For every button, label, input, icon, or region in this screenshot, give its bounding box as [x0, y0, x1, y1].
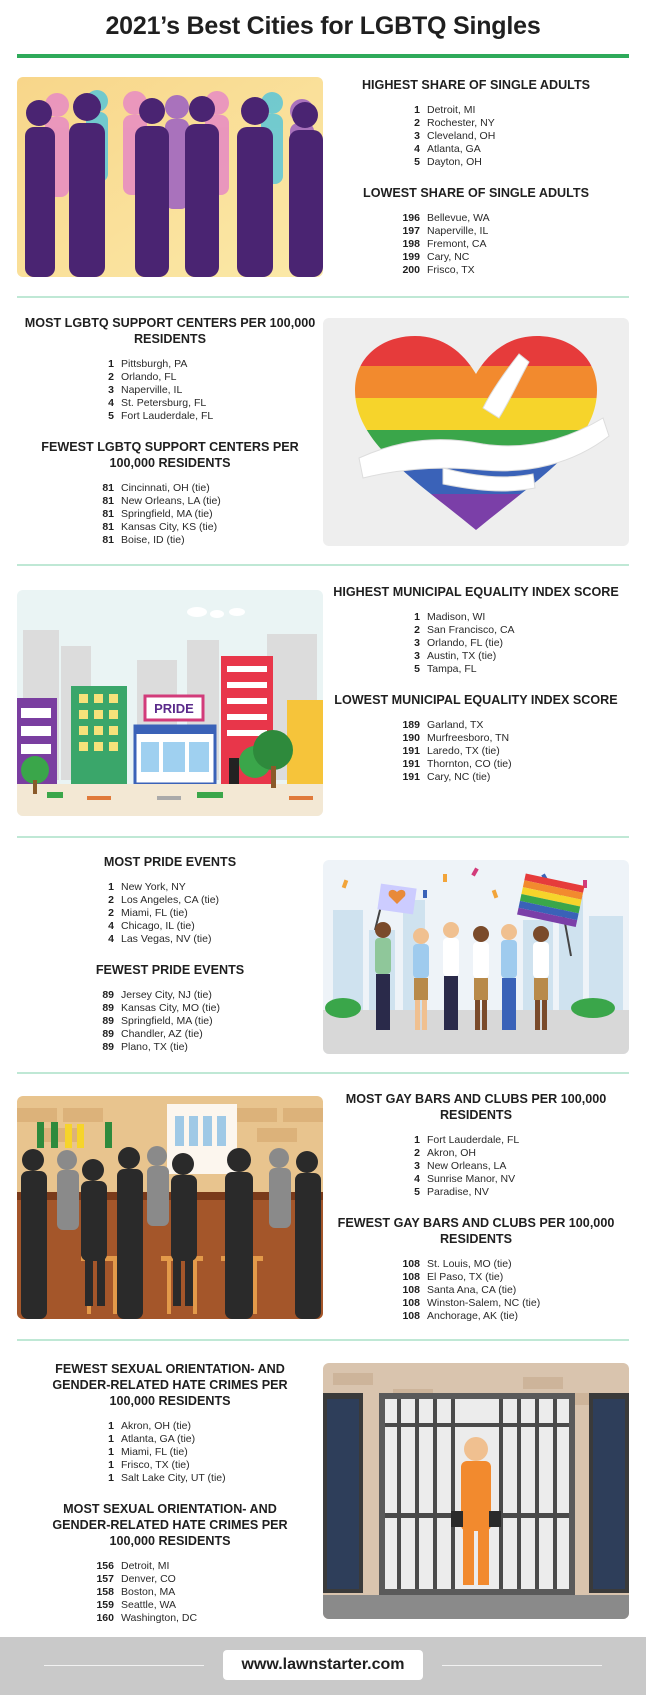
city: Atlanta, GA	[427, 143, 481, 155]
list-item	[17, 907, 323, 920]
ranking-list	[323, 104, 629, 169]
list-item	[17, 1433, 323, 1446]
list-item	[17, 521, 323, 534]
city: Austin, TX (tie)	[427, 650, 497, 662]
rank: 4	[414, 143, 420, 155]
rank: 1	[108, 1433, 114, 1445]
city: Murfreesboro, TN	[427, 732, 510, 744]
rank: 1	[108, 1459, 114, 1471]
rank: 3	[108, 384, 114, 396]
rank: 158	[96, 1586, 114, 1598]
list-item	[17, 384, 323, 397]
list-item	[17, 534, 323, 547]
city: New Orleans, LA	[427, 1160, 507, 1172]
city: Sunrise Manor, NV	[427, 1173, 516, 1185]
section-divider	[17, 836, 629, 838]
rank: 2	[414, 1147, 420, 1159]
ranking-list	[17, 358, 323, 423]
list-item	[17, 495, 323, 508]
list-item	[323, 1173, 629, 1186]
list-heading: MOST SEXUAL ORIENTATION- AND GENDER-RELATED HATE CRIMES PER 100,000 RESIDENTS	[52, 1502, 288, 1548]
rank: 2	[414, 624, 420, 636]
list-item	[17, 894, 323, 907]
city: Cincinnati, OH (tie)	[121, 482, 210, 494]
list-item	[17, 1028, 323, 1041]
list-item	[323, 264, 629, 277]
footer	[0, 1637, 646, 1695]
city: Denver, CO	[121, 1573, 176, 1585]
rank: 1	[414, 1134, 420, 1146]
city: Cleveland, OH	[427, 130, 496, 142]
rank: 2	[108, 907, 114, 919]
rank: 199	[402, 251, 420, 263]
rank: 5	[414, 663, 420, 675]
list-item	[17, 482, 323, 495]
section-divider	[17, 564, 629, 566]
city: Chandler, AZ (tie)	[121, 1028, 203, 1040]
rank: 3	[414, 1160, 420, 1172]
city: San Francisco, CA	[427, 624, 515, 636]
section-divider	[17, 1072, 629, 1074]
list-item	[323, 1310, 629, 1323]
city: Akron, OH (tie)	[121, 1420, 192, 1432]
rank: 1	[108, 358, 114, 370]
list-item	[323, 1134, 629, 1147]
city: Orlando, FL	[121, 371, 177, 383]
page-title: 2021’s Best Cities for LGBTQ Singles	[105, 12, 541, 40]
section-equality-index	[323, 584, 629, 800]
city: Dayton, OH	[427, 156, 482, 168]
rank: 4	[108, 933, 114, 945]
list-item	[323, 130, 629, 143]
rank: 4	[108, 920, 114, 932]
city: Thornton, CO (tie)	[427, 758, 512, 770]
rank: 108	[402, 1284, 420, 1296]
rank: 5	[414, 156, 420, 168]
city: Madison, WI	[427, 611, 486, 623]
city-street-pride-illustration	[17, 590, 323, 816]
rank: 3	[414, 130, 420, 142]
list-item	[323, 1284, 629, 1297]
city: New York, NY	[121, 881, 186, 893]
ranking-list	[17, 482, 323, 547]
rank: 1	[108, 1472, 114, 1484]
rank: 89	[102, 1015, 114, 1027]
rank: 3	[414, 637, 420, 649]
city: Washington, DC	[121, 1612, 198, 1624]
section-gay-bars	[323, 1091, 629, 1339]
city: Miami, FL (tie)	[121, 1446, 188, 1458]
city: Cary, NC (tie)	[427, 771, 491, 783]
list-item	[323, 225, 629, 238]
city: Springfield, MA (tie)	[121, 1015, 213, 1027]
list-heading: MOST PRIDE EVENTS	[103, 855, 237, 869]
city: Los Angeles, CA (tie)	[121, 894, 220, 906]
footer-rule-left	[44, 1665, 204, 1666]
rank: 1	[414, 104, 420, 116]
rank: 5	[108, 410, 114, 422]
list-item	[17, 989, 323, 1002]
rank: 108	[402, 1258, 420, 1270]
pride-sign: PRIDE	[154, 701, 194, 716]
list-item	[17, 1420, 323, 1433]
city: Garland, TX	[427, 719, 484, 731]
city: Cary, NC	[427, 251, 470, 263]
list-item	[17, 1599, 323, 1612]
city: Detroit, MI	[427, 104, 476, 116]
city: Winston-Salem, NC (tie)	[427, 1297, 541, 1309]
rank: 191	[402, 758, 420, 770]
list-item	[17, 1560, 323, 1573]
rank: 2	[108, 371, 114, 383]
rank: 81	[102, 508, 114, 520]
city: Boise, ID (tie)	[121, 534, 185, 546]
list-item	[17, 358, 323, 371]
city: Bellevue, WA	[427, 212, 490, 224]
rank: 156	[96, 1560, 114, 1572]
city: Naperville, IL	[121, 384, 183, 396]
list-item	[17, 933, 323, 946]
section-divider	[17, 1339, 629, 1341]
city: Santa Ana, CA (tie)	[427, 1284, 517, 1296]
list-item	[17, 1446, 323, 1459]
rank: 81	[102, 495, 114, 507]
city: Atlanta, GA (tie)	[121, 1433, 196, 1445]
list-item	[17, 1041, 323, 1054]
list-item	[17, 1459, 323, 1472]
list-item	[323, 650, 629, 663]
ranking-list	[323, 1258, 629, 1323]
list-item	[323, 251, 629, 264]
list-item	[323, 719, 629, 732]
city: Pittsburgh, PA	[121, 358, 188, 370]
pride-parade-illustration	[323, 860, 629, 1054]
city: Frisco, TX	[427, 264, 475, 276]
rank: 1	[414, 611, 420, 623]
city: Detroit, MI	[121, 1560, 170, 1572]
rank: 189	[402, 719, 420, 731]
list-heading: MOST LGBTQ SUPPORT CENTERS PER 100,000 RESIDENTS	[24, 316, 316, 346]
rank: 5	[414, 1186, 420, 1198]
city: Boston, MA	[121, 1586, 176, 1598]
list-item	[17, 1015, 323, 1028]
list-item	[323, 663, 629, 676]
rank: 1	[108, 881, 114, 893]
rank: 196	[402, 212, 420, 224]
rank: 81	[102, 521, 114, 533]
city: Rochester, NY	[427, 117, 495, 129]
list-item	[323, 1258, 629, 1271]
list-heading: LOWEST MUNICIPAL EQUALITY INDEX SCORE	[334, 693, 618, 707]
list-item	[323, 117, 629, 130]
ranking-list	[323, 719, 629, 784]
list-item	[323, 212, 629, 225]
rank: 108	[402, 1310, 420, 1322]
city: Kansas City, KS (tie)	[121, 521, 218, 533]
list-item	[323, 1147, 629, 1160]
city: Tampa, FL	[427, 663, 477, 675]
people-silhouettes-illustration	[17, 77, 323, 277]
list-item	[17, 881, 323, 894]
list-item	[323, 637, 629, 650]
rank: 4	[108, 397, 114, 409]
rank: 108	[402, 1271, 420, 1283]
ranking-list	[323, 1134, 629, 1199]
rank: 2	[108, 894, 114, 906]
list-item	[17, 371, 323, 384]
city: Jersey City, NJ (tie)	[121, 989, 212, 1001]
rank: 191	[402, 771, 420, 783]
ranking-list	[323, 611, 629, 676]
list-item	[17, 1472, 323, 1485]
city: Orlando, FL (tie)	[427, 637, 504, 649]
city: Laredo, TX (tie)	[427, 745, 500, 757]
city: Plano, TX (tie)	[121, 1041, 188, 1053]
list-item	[323, 238, 629, 251]
city: New Orleans, LA (tie)	[121, 495, 221, 507]
rank: 159	[96, 1599, 114, 1611]
rank: 191	[402, 745, 420, 757]
city: Akron, OH	[427, 1147, 477, 1159]
rank: 81	[102, 534, 114, 546]
rank: 108	[402, 1297, 420, 1309]
rank: 197	[402, 225, 420, 237]
rank: 89	[102, 1028, 114, 1040]
list-item	[323, 156, 629, 169]
rank: 89	[102, 1041, 114, 1053]
city: Salt Lake City, UT (tie)	[121, 1472, 226, 1484]
rank: 89	[102, 1002, 114, 1014]
list-heading: FEWEST LGBTQ SUPPORT CENTERS PER 100,000 RESIDENTS	[41, 440, 299, 470]
bar-crowd-silhouettes-illustration	[17, 1096, 323, 1319]
footer-rule-right	[442, 1665, 602, 1666]
rank: 1	[108, 1420, 114, 1432]
list-item	[323, 104, 629, 117]
list-item	[323, 758, 629, 771]
list-item	[323, 732, 629, 745]
list-item	[323, 611, 629, 624]
city: St. Petersburg, FL	[121, 397, 207, 409]
prisoner-in-jail-illustration	[323, 1363, 629, 1619]
list-heading: FEWEST SEXUAL ORIENTATION- AND GENDER-RELATED HATE CRIMES PER 100,000 RESIDENTS	[52, 1362, 288, 1408]
list-item	[323, 771, 629, 784]
list-heading: HIGHEST MUNICIPAL EQUALITY INDEX SCORE	[333, 585, 619, 599]
section-pride-events	[17, 854, 323, 1070]
section-single-adults	[323, 77, 629, 293]
city: Naperville, IL	[427, 225, 489, 237]
list-item	[323, 1271, 629, 1284]
list-item	[17, 1612, 323, 1625]
list-item	[17, 1573, 323, 1586]
rank: 3	[414, 650, 420, 662]
list-item	[323, 1160, 629, 1173]
rank: 4	[414, 1173, 420, 1185]
list-item	[323, 745, 629, 758]
list-item	[323, 624, 629, 637]
list-heading: LOWEST SHARE OF SINGLE ADULTS	[363, 186, 589, 200]
list-item	[323, 143, 629, 156]
ranking-list	[323, 212, 629, 277]
section-support-centers	[17, 315, 323, 563]
rank: 1	[108, 1446, 114, 1458]
ranking-list	[17, 989, 323, 1054]
city: Chicago, IL (tie)	[121, 920, 195, 932]
section-hate-crimes	[17, 1361, 323, 1641]
section-divider	[17, 296, 629, 298]
list-item	[17, 920, 323, 933]
list-item	[323, 1186, 629, 1199]
list-item	[17, 397, 323, 410]
city: Anchorage, AK (tie)	[427, 1310, 519, 1322]
ranking-list	[17, 881, 323, 946]
ranking-list	[17, 1560, 323, 1625]
city: Fremont, CA	[427, 238, 487, 250]
list-item	[17, 1002, 323, 1015]
rank: 157	[96, 1573, 114, 1585]
list-item	[17, 1586, 323, 1599]
city: Paradise, NV	[427, 1186, 489, 1198]
list-item	[17, 508, 323, 521]
list-heading: HIGHEST SHARE OF SINGLE ADULTS	[361, 78, 591, 92]
list-item	[323, 1297, 629, 1310]
rank: 2	[414, 117, 420, 129]
list-heading: FEWEST PRIDE EVENTS	[95, 963, 245, 977]
city: St. Louis, MO (tie)	[427, 1258, 512, 1270]
rank: 89	[102, 989, 114, 1001]
rainbow-heart-hug-illustration	[323, 318, 629, 546]
title-underline	[17, 54, 629, 58]
city: Miami, FL (tie)	[121, 907, 188, 919]
rank: 160	[96, 1612, 114, 1624]
city: Fort Lauderdale, FL	[427, 1134, 520, 1146]
city: Fort Lauderdale, FL	[121, 410, 214, 422]
ranking-list	[17, 1420, 323, 1485]
rank: 200	[402, 264, 420, 276]
city: El Paso, TX (tie)	[427, 1271, 504, 1283]
list-heading: FEWEST GAY BARS AND CLUBS PER 100,000 RESIDENTS	[337, 1216, 615, 1246]
city: Frisco, TX (tie)	[121, 1459, 190, 1471]
list-item	[17, 410, 323, 423]
city: Las Vegas, NV (tie)	[121, 933, 212, 945]
rank: 81	[102, 482, 114, 494]
city: Springfield, MA (tie)	[121, 508, 213, 520]
list-heading: MOST GAY BARS AND CLUBS PER 100,000 RESIDENTS	[345, 1092, 607, 1122]
city: Seattle, WA	[121, 1599, 177, 1611]
city: Kansas City, MO (tie)	[121, 1002, 220, 1014]
rank: 190	[402, 732, 420, 744]
footer-url[interactable]: www.lawnstarter.com	[223, 1650, 423, 1680]
rank: 198	[402, 238, 420, 250]
